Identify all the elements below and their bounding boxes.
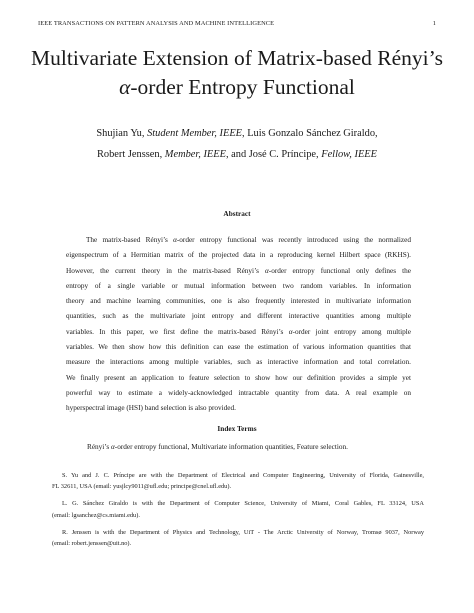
journal-name: IEEE TRANSACTIONS ON PATTERN ANALYSIS AND MACHINE INTELLIGENCE: [38, 20, 275, 27]
abstract-line: quantities, such as the multivariate joint entropy and different interactive quantities among multiple: [66, 312, 411, 321]
author-sanchez: , Luis Gonzalo Sánchez Giraldo,: [242, 128, 378, 139]
footnote-line: R. Jenssen is with the Department of Physics and Technology, UiT - The Arctic University of Norway, Tromsø 9037, Norway: [62, 528, 424, 536]
abstract-line: theory and machine learning communities, one is also frequently interested in multivariate information: [66, 297, 411, 306]
abstract-line: hyperspectral image (HSI) band selection is also provided.: [66, 404, 236, 413]
abstract-line: powerful way to estimate a widely-acknowledged intractable quantity from data. A real example on: [66, 388, 411, 397]
index-terms-alpha-symbol: α: [110, 443, 115, 451]
author-list: [20, 123, 454, 165]
abstract-body: [66, 233, 411, 417]
abstract-text: -order entropy functional was recently introduced using the normalized: [176, 236, 411, 244]
abstract-alpha-symbol: α: [288, 327, 293, 336]
affiliation-footnotes: [52, 470, 424, 555]
abstract-line: [66, 264, 411, 279]
footnote: [52, 470, 424, 493]
abstract-heading: Abstract: [223, 209, 251, 218]
abstract-line: [66, 233, 411, 248]
footnote-line: L. G. Sánchez Giraldo is with the Department of Computer Science, University of Miami, Coral Gables, FL 33124, USA: [62, 500, 424, 508]
index-terms-post: -order entropy functional, Multivariate information quantities, Feature selection.: [114, 443, 348, 451]
paper-title: [20, 44, 454, 102]
page-number: 1: [432, 20, 436, 27]
footnote: [52, 498, 424, 521]
index-terms-heading: Index Terms: [217, 424, 257, 433]
abstract-line: entropy of a single variable or mutual information between two random variables. In information: [66, 281, 411, 290]
author-principe: , and José C. Príncipe,: [225, 149, 322, 160]
author-line-2: [20, 144, 454, 165]
footnote-line: (email: lgsanchez@cs.miami.edu).: [52, 511, 140, 519]
index-terms-body: [87, 443, 348, 451]
author-yu-membership: Student Member, IEEE: [147, 128, 243, 139]
title-alpha-symbol: α: [119, 75, 131, 99]
footnote-line: FL 32611, USA (email: yusjlcy9011@ufl.edu; principe@cnel.ufl.edu).: [52, 483, 232, 491]
author-yu: Shujian Yu,: [96, 128, 148, 139]
abstract-line: [66, 325, 411, 340]
title-line-2: [20, 73, 454, 102]
abstract-line: eigenspectrum of a Hermitian matrix of the projected data in a reproducing kernel Hilbert space (RKHS).: [66, 251, 411, 260]
abstract-alpha-symbol: α: [173, 236, 177, 244]
author-line-1: [20, 123, 454, 144]
abstract-text: However, the current theory in the matrix-based Rényi’s: [66, 266, 265, 275]
abstract-text: variables. In this paper, we first define the matrix-based Rényi’s: [66, 327, 289, 336]
title-line-1: Multivariate Extension of Matrix-based Rényi’s: [31, 46, 443, 70]
index-terms-pre: Rényi’s: [87, 443, 111, 451]
abstract-text: -order joint entropy among multiple: [292, 327, 411, 336]
running-head: [38, 20, 436, 30]
abstract-line: We finally present an application to feature selection to show how our definition provides a simple yet: [66, 373, 411, 382]
footnote-line: (email: robert.jenssen@uit.no).: [52, 540, 132, 548]
author-jenssen: Robert Jenssen,: [96, 149, 165, 160]
abstract-line: measure the interactions among multiple variables, such as interactive information and total correlation.: [66, 358, 411, 367]
author-principe-membership: Fellow, IEEE: [321, 149, 378, 160]
abstract-text: -order entropy functional only defines the: [268, 266, 412, 275]
abstract-line: variables. We then show how this definition can ease the estimation of various information quantities that: [66, 343, 411, 352]
footnote-line: S. Yu and J. C. Príncipe are with the Department of Electrical and Computer Engineering, University of Florida, Gainesville,: [62, 472, 424, 479]
author-jenssen-membership: Member, IEEE: [164, 149, 226, 160]
abstract-alpha-symbol: α: [264, 266, 269, 275]
title-line-2-text: -order Entropy Functional: [130, 75, 355, 99]
footnote: [52, 527, 424, 550]
abstract-text: The matrix-based Rényi’s: [86, 236, 174, 244]
